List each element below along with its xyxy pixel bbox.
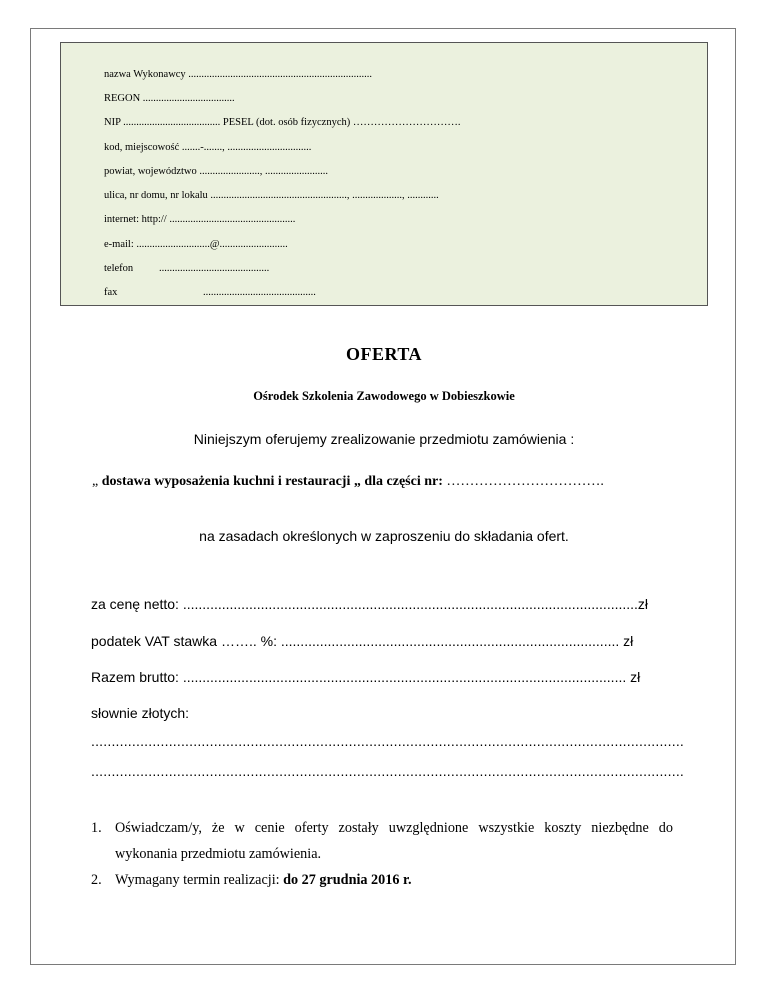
phone-label: telefon <box>104 263 134 274</box>
fax-field <box>104 287 316 298</box>
amount-in-words-label: słownie złotych: <box>91 705 190 721</box>
vat-line: podatek VAT stawka …….. %: ....................................................................................... zł <box>91 633 634 649</box>
subject-prefix: „ <box>92 474 102 489</box>
declaration-item-2 <box>91 867 673 893</box>
subject-part-dots: ……………………………. <box>442 474 604 489</box>
declarations-list <box>91 815 673 893</box>
net-price-line: za cenę netto: .....................................................................................................................zł <box>91 596 649 612</box>
fax-label: fax <box>104 287 118 298</box>
terms-text: na zasadach określonych w zaproszeniu do składania ofert. <box>199 528 569 544</box>
fax-dots: ........................................... <box>203 287 316 298</box>
declaration-2-text: Wymagany termin realizacji: <box>115 872 284 888</box>
phone-dots: .......................................... <box>159 263 270 274</box>
amount-in-words-line-1: ................................................................................................................................................. <box>91 733 684 749</box>
declaration-item-1 <box>91 815 673 867</box>
email-field: e-mail: ............................@.......................... <box>104 239 288 250</box>
regon-field: REGON ................................... <box>104 93 235 104</box>
document-title: OFERTA <box>345 344 423 364</box>
amount-in-words-line-2: ................................................................................................................................................. <box>91 763 684 779</box>
subject-title: dostawa wyposażenia kuchni i restauracji „ dla części nr: <box>101 474 443 489</box>
contractor-details-box <box>60 42 708 306</box>
declaration-1-number: 1. <box>91 820 102 836</box>
declaration-2-deadline: do 27 grudnia 2016 r. <box>283 872 412 888</box>
phone-field <box>104 263 269 274</box>
nip-pesel-field: NIP ..................................... PESEL (dot. osób fizycznych) …………………………. <box>104 117 461 128</box>
declaration-1-line-2: wykonania przedmiotu zamówienia. <box>115 846 322 862</box>
contractor-name-field: nazwa Wykonawcy ...................................................................... <box>104 69 373 80</box>
order-subject <box>92 474 604 490</box>
institution-name: Ośrodek Szkolenia Zawodowego w Dobieszkowie <box>253 389 515 403</box>
declaration-1-line-1: Oświadczam/y, że w cenie oferty zostały uwzględnione wszystkie koszty niezbędne do <box>115 820 673 836</box>
intro-text: Niniejszym oferujemy zrealizowanie przedmiotu zamówienia : <box>193 431 575 447</box>
internet-field: internet: http:// ................................................ <box>104 214 296 225</box>
declaration-2-number: 2. <box>91 872 102 888</box>
province-field: powiat, województwo ......................., ........................ <box>104 166 328 177</box>
street-field: ulica, nr domu, nr lokalu ...................................................., ..................., ............ <box>104 190 439 201</box>
gross-price-line: Razem brutto: .................................................................................................................. zł <box>91 669 641 685</box>
postal-city-field: kod, miejscowość .......-......., ................................ <box>104 142 312 153</box>
